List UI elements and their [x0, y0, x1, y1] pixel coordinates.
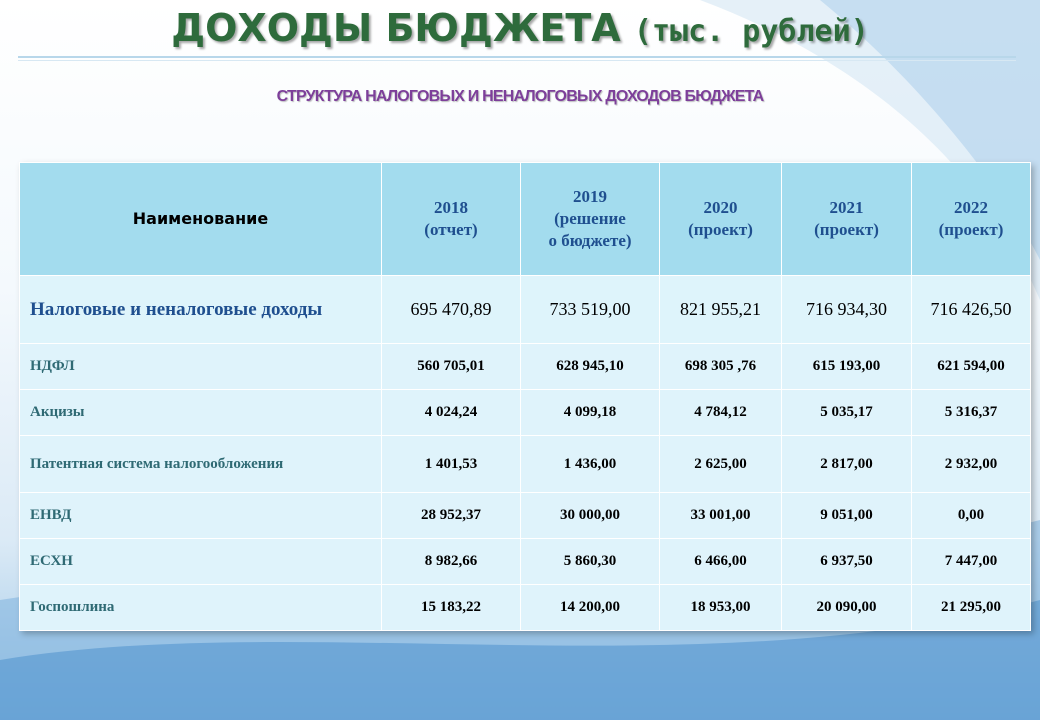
cell-2019: 14 200,00: [521, 585, 660, 631]
cell-2021: 6 937,50: [782, 539, 912, 585]
slide-subtitle: СТРУКТУРА НАЛОГОВЫХ И НЕНАЛОГОВЫХ ДОХОДОВ БЮДЖЕТА: [276, 88, 764, 105]
header-2022-year: 2022: [954, 198, 988, 217]
cell-2019: 628 945,10: [521, 344, 660, 390]
header-2018-note: (отчет): [424, 220, 478, 239]
slide-title-main: ДОХОДЫ БЮДЖЕТА: [171, 6, 621, 50]
header-2018-year: 2018: [434, 198, 468, 217]
row-name: Налоговые и неналоговые доходы: [20, 276, 382, 344]
cell-2018: 695 470,89: [382, 276, 521, 344]
cell-2018: 8 982,66: [382, 539, 521, 585]
cell-2021: 2 817,00: [782, 436, 912, 493]
cell-2022: 716 426,50: [912, 276, 1031, 344]
cell-2019: 30 000,00: [521, 493, 660, 539]
table-header-row: [20, 163, 1031, 276]
cell-2022: 2 932,00: [912, 436, 1031, 493]
cell-2020: 698 305 ,76: [660, 344, 782, 390]
cell-2022: 21 295,00: [912, 585, 1031, 631]
row-name: ЕСХН: [20, 539, 382, 585]
cell-2018: 15 183,22: [382, 585, 521, 631]
header-2022: [912, 163, 1031, 276]
cell-2020: 821 955,21: [660, 276, 782, 344]
header-2019-year: 2019: [573, 187, 607, 206]
cell-2020: 4 784,12: [660, 390, 782, 436]
cell-2020: 33 001,00: [660, 493, 782, 539]
header-name: Наименование: [20, 163, 382, 276]
cell-2019: 1 436,00: [521, 436, 660, 493]
cell-2021: 615 193,00: [782, 344, 912, 390]
cell-2022: 5 316,37: [912, 390, 1031, 436]
table-row: [20, 390, 1031, 436]
cell-2021: 20 090,00: [782, 585, 912, 631]
cell-2021: 716 934,30: [782, 276, 912, 344]
slide-title-unit: (тыс. рублей): [633, 14, 869, 49]
cell-2019: 4 099,18: [521, 390, 660, 436]
header-2018: [382, 163, 521, 276]
title-divider: [18, 56, 1016, 58]
cell-2022: 0,00: [912, 493, 1031, 539]
cell-2020: 18 953,00: [660, 585, 782, 631]
table-row: [20, 436, 1031, 493]
row-name: Акцизы: [20, 390, 382, 436]
header-2022-note: (проект): [938, 220, 1004, 239]
table-row: [20, 493, 1031, 539]
cell-2018: 1 401,53: [382, 436, 521, 493]
cell-2021: 5 035,17: [782, 390, 912, 436]
title-divider-thin: [18, 60, 1016, 61]
header-2019-note-2: о бюджете): [548, 231, 632, 250]
cell-2019: 5 860,30: [521, 539, 660, 585]
cell-2022: 7 447,00: [912, 539, 1031, 585]
table-row: [20, 539, 1031, 585]
cell-2020: 2 625,00: [660, 436, 782, 493]
cell-2018: 28 952,37: [382, 493, 521, 539]
header-2020: [660, 163, 782, 276]
header-2020-note: (проект): [688, 220, 753, 239]
row-name: Патентная система налогообложения: [20, 436, 382, 493]
slide-title: [0, 6, 1040, 50]
cell-2020: 6 466,00: [660, 539, 782, 585]
cell-2019: 733 519,00: [521, 276, 660, 344]
header-2019: [521, 163, 660, 276]
cell-2018: 4 024,24: [382, 390, 521, 436]
header-2019-note-1: (решение: [554, 209, 626, 228]
header-2021: [782, 163, 912, 276]
header-2021-year: 2021: [829, 198, 864, 217]
cell-2022: 621 594,00: [912, 344, 1031, 390]
header-2021-note: (проект): [814, 220, 879, 239]
row-name: Госпошлина: [20, 585, 382, 631]
row-name: НДФЛ: [20, 344, 382, 390]
cell-2018: 560 705,01: [382, 344, 521, 390]
header-2020-year: 2020: [703, 198, 738, 217]
table-row-total: [20, 276, 1031, 344]
cell-2021: 9 051,00: [782, 493, 912, 539]
row-name: ЕНВД: [20, 493, 382, 539]
table-row: [20, 585, 1031, 631]
table-row: [20, 344, 1031, 390]
revenue-table: [19, 162, 1031, 631]
